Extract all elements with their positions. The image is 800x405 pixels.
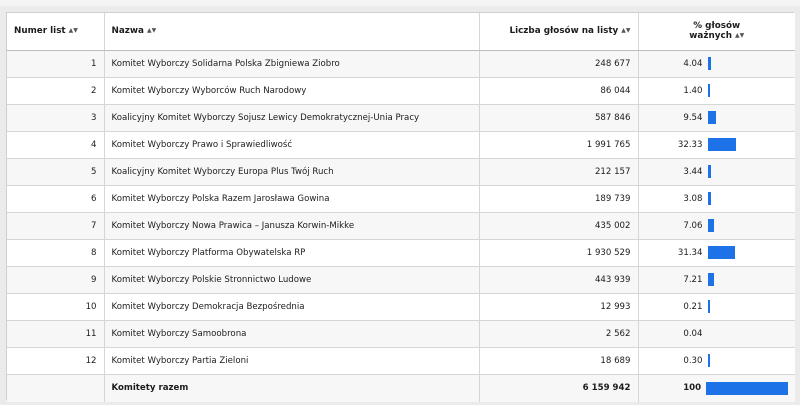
cell-percent [638,266,795,293]
percent-bar [708,138,736,151]
percent-value: 1.40 [683,85,703,96]
cell-list-number: 10 [7,293,104,320]
cell-votes: 587 846 [479,104,638,131]
cell-committee-name: Komitet Wyborczy Solidarna Polska Zbigniewa Ziobro [104,50,479,77]
cell-percent [638,185,795,212]
table-row [7,185,795,212]
sort-arrows-icon[interactable]: ▲▼ [68,27,78,35]
sort-arrows-icon[interactable]: ▲▼ [621,27,631,35]
table-row [7,77,795,104]
percent-bar [708,219,714,232]
top-strip [0,0,800,6]
cell-list-number: 2 [7,77,104,104]
table-header [7,13,795,50]
cell-committee-name: Komitet Wyborczy Partia Zieloni [104,347,479,374]
percent-value: 7.06 [683,220,703,231]
percent-bar [706,382,788,395]
cell-committee-name: Komitet Wyborczy Demokracja Bezpośrednia [104,293,479,320]
percent-value: 0.04 [683,328,703,339]
table-row [7,50,795,77]
cell-votes: 435 002 [479,212,638,239]
cell-votes: 18 689 [479,347,638,374]
cell-percent [638,158,795,185]
cell-votes: 443 939 [479,266,638,293]
percent-bar [708,300,710,313]
table-row [7,239,795,266]
cell-list-number: 6 [7,185,104,212]
percent-bar [708,354,710,367]
cell-votes: 12 993 [479,293,638,320]
column-header-pct-line1: % głosów [693,20,741,31]
cell-committee-name: Komitet Wyborczy Platforma Obywatelska RP [104,239,479,266]
table-row [7,158,795,185]
percent-bar [708,246,735,259]
table-row [7,131,795,158]
percent-value: 0.21 [683,301,703,312]
cell-percent [638,212,795,239]
cell-votes: 1 930 529 [479,239,638,266]
table-row [7,104,795,131]
cell-committee-name: Koalicyjny Komitet Wyborczy Sojusz Lewicy Demokratycznej-Unia Pracy [104,104,479,131]
column-header-num-label: Numer list [14,26,66,37]
column-header-votes[interactable] [479,13,638,50]
percent-value: 3.08 [683,193,703,204]
percent-value: 3.44 [683,166,703,177]
column-header-pct-line2: ważnych [689,30,732,41]
results-table-container [6,12,794,400]
percent-value: 31.34 [677,247,703,258]
cell-votes: 212 157 [479,158,638,185]
cell-percent [638,50,795,77]
percent-value: 7.21 [683,274,703,285]
cell-committee-name: Koalicyjny Komitet Wyborczy Europa Plus Twój Ruch [104,158,479,185]
results-table [7,13,795,402]
column-header-votes-label: Liczba głosów na listy [509,26,619,37]
percent-value: 0.30 [683,355,703,366]
percent-bar [708,84,710,97]
cell-committee-name: Komitet Wyborczy Prawo i Sprawiedliwość [104,131,479,158]
column-header-pct[interactable] [638,13,795,50]
table-row [7,212,795,239]
percent-bar [708,192,711,205]
cell-votes: 189 739 [479,185,638,212]
cell-percent [638,374,795,402]
cell-percent [638,347,795,374]
percent-value: 9.54 [683,112,703,123]
cell-percent [638,131,795,158]
column-header-name-label: Nazwa [111,26,144,37]
cell-list-number: 8 [7,239,104,266]
cell-committee-name: Komitet Wyborczy Wyborców Ruch Narodowy [104,77,479,104]
cell-committee-name: Komitet Wyborczy Polska Razem Jarosława Gowina [104,185,479,212]
table-row [7,347,795,374]
cell-committee-name: Komitet Wyborczy Samoobrona [104,320,479,347]
table-body [7,50,795,402]
cell-votes: 1 991 765 [479,131,638,158]
cell-votes: 248 677 [479,50,638,77]
cell-committee-name: Komitety razem [104,374,479,402]
column-header-name[interactable] [104,13,479,50]
percent-bar [708,165,711,178]
cell-list-number: 1 [7,50,104,77]
cell-list-number: 12 [7,347,104,374]
percent-bar [708,57,711,70]
cell-votes: 6 159 942 [479,374,638,402]
table-row [7,293,795,320]
cell-list-number: 11 [7,320,104,347]
cell-votes: 86 044 [479,77,638,104]
sort-arrows-icon[interactable]: ▲▼ [734,31,745,39]
cell-percent [638,104,795,131]
percent-bar [708,111,716,124]
cell-percent [638,77,795,104]
cell-percent [638,293,795,320]
table-row [7,320,795,347]
cell-list-number: 5 [7,158,104,185]
percent-value: 32.33 [677,139,703,150]
cell-list-number: 9 [7,266,104,293]
cell-list-number: 3 [7,104,104,131]
percent-bar [708,273,714,286]
cell-list-number: 7 [7,212,104,239]
cell-committee-name: Komitet Wyborczy Polskie Stronnictwo Ludowe [104,266,479,293]
cell-committee-name: Komitet Wyborczy Nowa Prawica – Janusza Korwin-Mikke [104,212,479,239]
cell-list-number: 4 [7,131,104,158]
percent-value: 4.04 [683,58,703,69]
cell-percent [638,320,795,347]
table-row-total [7,374,795,402]
cell-list-number [7,374,104,402]
column-header-num[interactable] [7,13,104,50]
cell-votes: 2 562 [479,320,638,347]
table-row [7,266,795,293]
cell-percent [638,239,795,266]
percent-value: 100 [683,383,702,394]
sort-arrows-icon[interactable]: ▲▼ [146,27,157,35]
